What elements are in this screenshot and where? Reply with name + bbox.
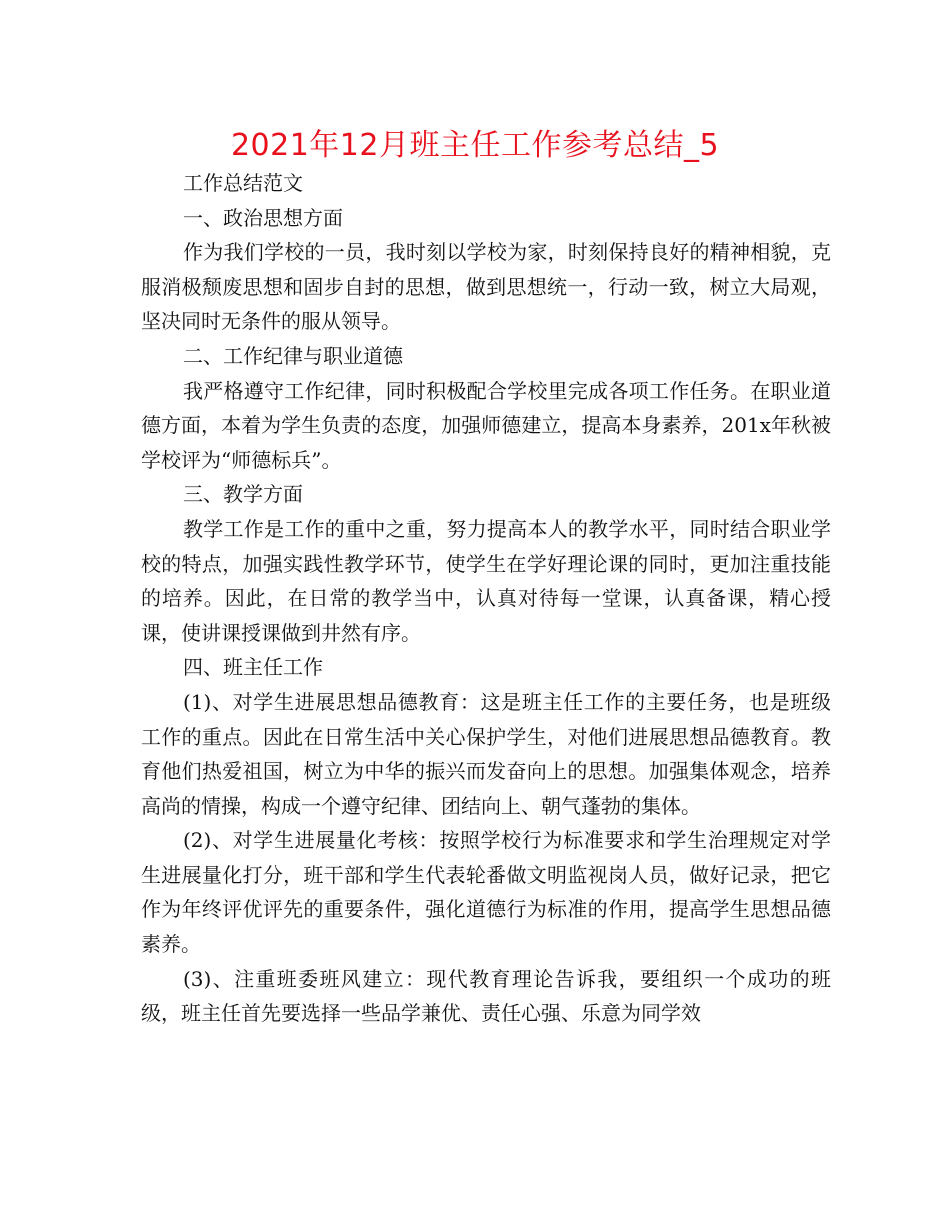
paragraph-item-3: (3)、注重班委班风建立：现代教育理论告诉我，要组织一个成功的班级，班主任首先要选择一些品学兼优、责任心强、乐意为同学效 [141,966,831,1026]
section-heading-discipline: 二、工作纪律与职业道德 [183,343,403,368]
paragraph-discipline: 我严格遵守工作纪律，同时积极配合学校里完成各项工作任务。在职业道德方面，本着为学生负责的态度，加强师德建立，提高本身素养，201x年秋被学校评为“师德标兵”。 [141,378,831,472]
paragraph-intro: 工作总结范文 [183,171,303,195]
document-body [141,166,831,1031]
section-heading-head-teacher: 四、班主任工作 [183,655,323,680]
section-heading-teaching: 三、教学方面 [183,482,303,507]
page-title: 2021年12月班主任工作参考总结_5 [230,128,720,163]
paragraph-teaching: 教学工作是工作的重中之重，努力提高本人的教学水平，同时结合职业学校的特点，加强实践性教学环节，使学生在学好理论课的同时，更加注重技能的培养。因此，在日常的教学当中，认真对待每一堂课，认真备课，精心授课，使讲课授课做到井然有序。 [141,516,831,645]
paragraph-item-1: (1)、对学生进展思想品德教育：这是班主任工作的主要任务，也是班级工作的重点。因此在日常生活中关心保护学生，对他们进展思想品德教育。教育他们热爱祖国，树立为中华的振兴而发奋向上的思想。加强集体观念，培养高尚的情操，构成一个遵守纪律、团结向上、朝气蓬勃的集体。 [141,689,831,818]
paragraph-item-2: (2)、对学生进展量化考核：按照学校行为标准要求和学生治理规定对学生进展量化打分，班干部和学生代表轮番做文明监视岗人员，做好记录，把它作为年终评优评先的重要条件，强化道德行为标准的作用，提高学生思想品德素养。 [141,828,831,957]
paragraph-politics: 作为我们学校的一员，我时刻以学校为家，时刻保持良好的精神相貌，克服消极颓废思想和固步自封的思想，做到思想统一，行动一致，树立大局观，坚决同时无条件的服从领导。 [141,240,831,334]
section-heading-politics: 一、政治思想方面 [183,205,343,230]
